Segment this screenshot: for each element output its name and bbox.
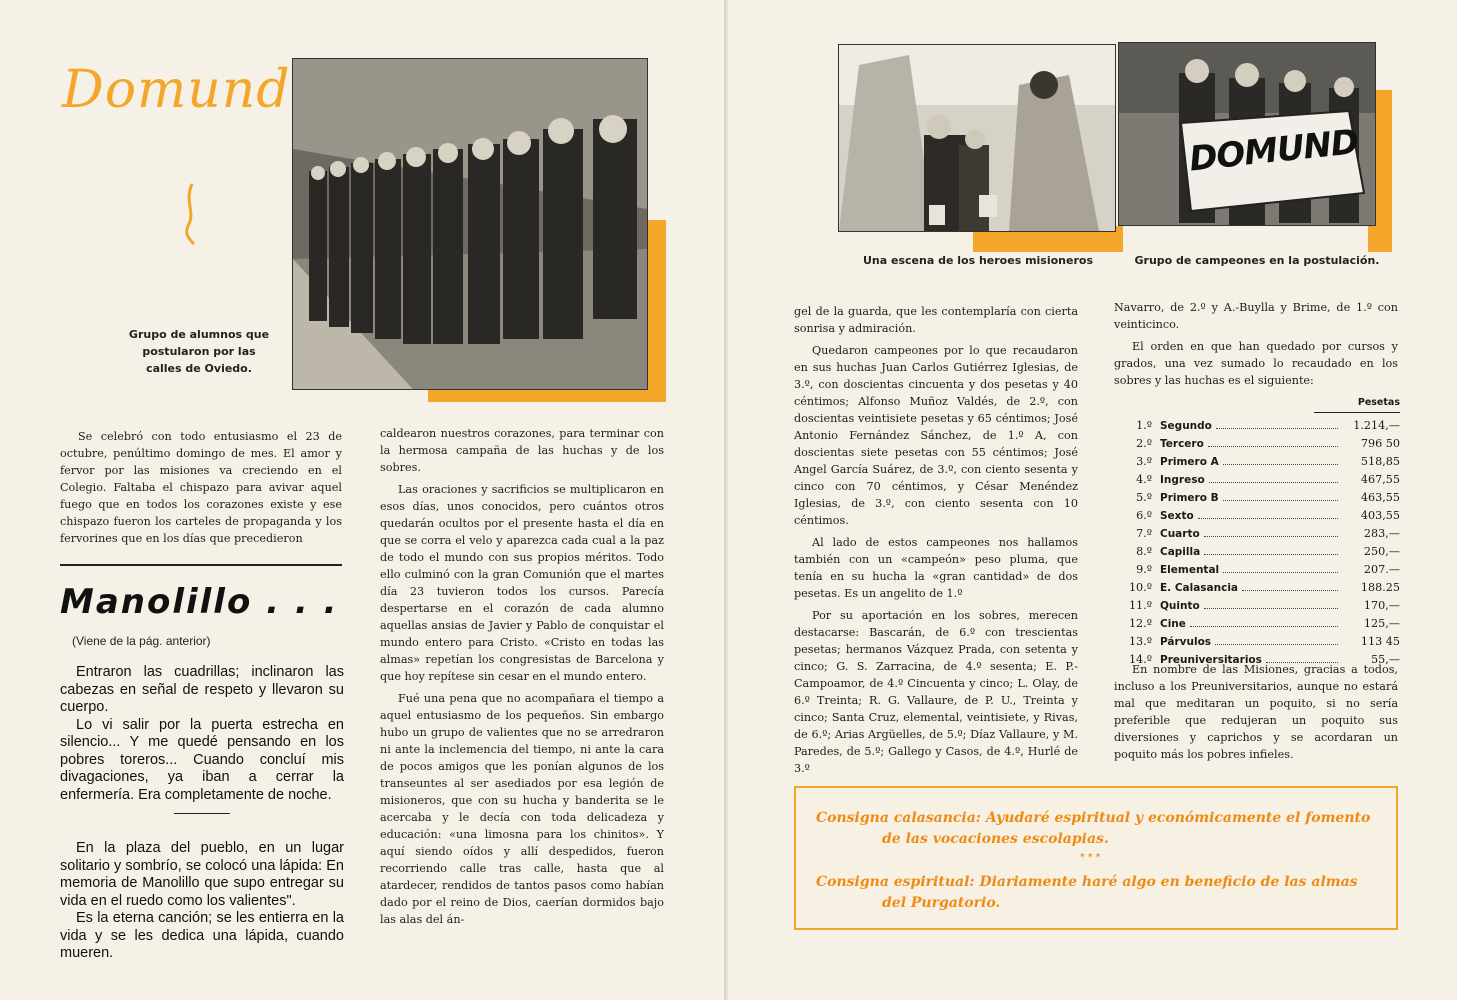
course-name: Cine <box>1160 618 1186 630</box>
champions-photo-caption: Grupo de campeones en la postulación. <box>1134 254 1380 267</box>
consigna-line: de las vocaciones escolapias. <box>882 831 1109 847</box>
article-column-2 <box>380 425 664 933</box>
manolillo-paragraph: Lo vi salir por la puerta estrecha en silencio... Y me quedé pensando en los pobres toreros... Cuando concluí mis divagaciones, ya iban a cerrar la enfermería. Era completamente de noche. <box>60 716 344 803</box>
course-name: Primero A <box>1160 456 1219 468</box>
rank-number: 10.º <box>1128 581 1152 594</box>
section-divider <box>60 564 342 566</box>
dot-leader <box>1216 428 1338 429</box>
table-row <box>1114 525 1400 543</box>
course-name: Preuniversitarios <box>1160 654 1262 666</box>
article-paragraph: Fué una pena que no acompañara el tiempo a aquel entusiasmo de los pequeños. Sin embargo hubo un grupo de valientes que no se arredraron ni ante la inclemencia del tiempo, ni ante la cara de pocos amigos que les ponían algunos de los transeuntes al ser asediados por esa legión de misioneros, que con su hucha y banderita se le acercaba y le decía con toda delicadeza y educación: «una limosna para los chinitos». Y aquí siendo oídos y allí despedidos, fueron recorriendo calle tras calle, hasta que al atardecer, rendidos de tantos pasos como habían dado por el reino de Dios, caerían dormidos bajo las alas del án- <box>380 692 664 926</box>
course-name: Párvulos <box>1160 636 1212 648</box>
article-column-1 <box>60 428 342 552</box>
table-row <box>1114 453 1400 471</box>
amount-value: 170,— <box>1363 599 1400 612</box>
rank-number: 11.º <box>1128 599 1152 612</box>
missionaries-photo-caption: Una escena de los heroes misioneros <box>863 254 1093 267</box>
course-name: Sexto <box>1160 510 1194 522</box>
dot-leader <box>1223 572 1338 573</box>
amount-value: 283,— <box>1363 527 1400 540</box>
rank-number: 4.º <box>1136 473 1152 486</box>
dot-leader <box>1242 590 1338 591</box>
rank-number: 12.º <box>1128 617 1152 630</box>
article-paragraph: caldearon nuestros corazones, para terminar con la hermosa campaña de las huchas y de los sobres. <box>380 427 664 474</box>
amount-value: 250,— <box>1363 545 1400 558</box>
amount-value: 125,— <box>1363 617 1400 630</box>
table-row <box>1114 561 1400 579</box>
short-divider <box>174 813 230 814</box>
consigna-stars: * * * <box>1080 853 1101 863</box>
article-paragraph: El orden en que han quedado por cursos y grados, una vez sumado lo recaudado en los sobres y las huchas es el siguiente: <box>1114 340 1398 387</box>
rank-number: 5.º <box>1136 491 1152 504</box>
consigna-line: Consigna calasancia: Ayudaré espiritual y económicamente el fomento <box>816 810 1371 826</box>
article-paragraph: Las oraciones y sacrificios se multiplicaron en esos días, unos conocidos, pero cuántos otros quedarán ocultos por el presente hasta el día en que se corra el velo y aparezca cada cual a la paz de todo el mundo con sus propios méritos. Todo ello culminó con la gran Comunión que el martes día 23 tuvieron todos los cursos. Parecía despertarse en el corazón de cada alumno aquellas ansias de Javier y Pablo de conquistar el mundo entero para Cristo. «Cristo en todas las almas» repetían los congresistas de Barcelona y que hoy repítese sin cesar en el mundo entero. <box>380 483 664 683</box>
article-paragraph: Por su aportación en los sobres, merecen destacarse: Bascarán, de 6.º con trescientas pesetas; hermanos Vázquez Prada, con setenta y cinco; G. S. Zarracina, de 4.º sesenta; E. P.- Campoamor, de 4.º Cincuenta y cinco; L. Olay, de 6.º Treinta; R. G. Vallaure, de P. U., Treinta y cinco; Santa Cruz, elemental, veintisiete, y Rivas, de 6.º; Arias Argüelles, de 5.º; Díaz Vallaure, y M. Paredes, de 5.º; Gallego y Casos, de 4.º, Hurlé de 3.º <box>794 609 1078 775</box>
domund-banner-text: DOMUND <box>1187 122 1360 180</box>
table-row <box>1114 417 1400 435</box>
amount-value: 518,85 <box>1360 455 1400 468</box>
article-paragraph: Se celebró con todo entusiasmo el 23 de octubre, penúltimo domingo de mes. El amor y fervor por las misiones va creciendo en el Colegio. Faltaba el chispazo para avivar aquel fuego que en todos los corazones existe y ese chispazo fueron los carteles de propaganda y los fervorines que en los días que precedieron <box>60 430 342 545</box>
amount-value: 207.— <box>1363 563 1400 576</box>
course-name: Cuarto <box>1160 528 1200 540</box>
table-row <box>1114 579 1400 597</box>
dot-leader <box>1223 500 1338 501</box>
dot-leader <box>1204 554 1338 555</box>
rank-number: 2.º <box>1136 437 1152 450</box>
amount-value: 55,— <box>1371 653 1400 666</box>
course-name: Segundo <box>1160 420 1212 432</box>
table-row <box>1114 615 1400 633</box>
table-row <box>1114 633 1400 651</box>
manolillo-subtitle: (Viene de la pág. anterior) <box>72 634 211 648</box>
table-row <box>1114 435 1400 453</box>
domund-title: Domund <box>62 60 291 120</box>
rank-number: 7.º <box>1136 527 1152 540</box>
article-column-4-end <box>1114 661 1398 768</box>
dot-leader <box>1190 626 1338 627</box>
rank-number: 14.º <box>1128 653 1152 666</box>
course-name: Ingreso <box>1160 474 1205 486</box>
dot-leader <box>1208 446 1338 447</box>
course-name: Tercero <box>1160 438 1204 450</box>
students-photo <box>292 58 648 390</box>
table-row <box>1114 507 1400 525</box>
rank-number: 8.º <box>1136 545 1152 558</box>
amount-value: 403,55 <box>1360 509 1400 522</box>
course-name: Elemental <box>1160 564 1220 576</box>
consigna-line: del Purgatorio. <box>882 895 1001 911</box>
article-column-3 <box>794 303 1078 782</box>
missionaries-scene-photo <box>838 44 1116 232</box>
amount-value: 113 45 <box>1360 635 1400 648</box>
amount-value: 188.25 <box>1360 581 1400 594</box>
course-name: Quinto <box>1160 600 1200 612</box>
dot-leader <box>1204 608 1338 609</box>
rank-number: 9.º <box>1136 563 1152 576</box>
flourish-ornament <box>180 182 200 246</box>
rank-number: 3.º <box>1136 455 1152 468</box>
amount-value: 796 50 <box>1360 437 1400 450</box>
article-column-4 <box>1114 299 1398 394</box>
article-paragraph: Navarro, de 2.º y A.-Buylla y Brime, de 1.º con veinticinco. <box>1114 301 1398 331</box>
dot-leader <box>1223 464 1338 465</box>
table-row <box>1114 471 1400 489</box>
manolillo-paragraph: En la plaza del pueblo, en un lugar solitario y sombrío, se colocó una lápida: En memoria de Manolillo que supo entregar su vida en el ruedo como los valientes". <box>60 840 344 909</box>
dot-leader <box>1215 644 1338 645</box>
left-page <box>0 0 726 1000</box>
rank-number: 1.º <box>1136 419 1152 432</box>
students-photo-caption: Grupo de alumnos que postularon por las calles de Oviedo. <box>128 328 270 375</box>
amount-value: 467,55 <box>1360 473 1400 486</box>
consigna-box <box>794 786 1398 930</box>
table-row <box>1114 597 1400 615</box>
consigna-line: Consigna espiritual: Diariamente haré algo en beneficio de las almas <box>816 874 1358 890</box>
table-row <box>1114 543 1400 561</box>
right-page <box>728 0 1457 1000</box>
dot-leader <box>1209 482 1338 483</box>
table-row <box>1114 489 1400 507</box>
rank-number: 6.º <box>1136 509 1152 522</box>
article-paragraph: Quedaron campeones por lo que recaudaron en sus huchas Juan Carlos Gutiérrez Iglesias, de 3.º, con doscientas cincuenta y dos pesetas y 40 céntimos; Alfonso Muñoz Valdés, de 2.º, con doscientas veintisiete pesetas y 65 céntimos; José Antonio Fernández Sánchez, de 1.º A, con doscientas siete pesetas con 55 céntimos; José Angel García Suárez, de 3.º, con ciento sesenta y cinco con 70 céntimos, y César Menéndez Iglesias, de 3.º, con ciento sesenta con 10 céntimos. <box>794 344 1078 527</box>
champions-group-photo <box>1118 42 1376 226</box>
amount-value: 1.214,— <box>1353 419 1400 432</box>
table-header: Pesetas <box>1314 394 1400 413</box>
article-paragraph: Al lado de estos campeones nos hallamos también con un «campeón» peso pluma, que tenía en su hucha la «gran cantidad» de dos pesetas. Es un angelito de 1.º <box>794 536 1078 600</box>
rank-number: 13.º <box>1128 635 1152 648</box>
dot-leader <box>1204 536 1338 537</box>
manolillo-title: Manolillo . . . <box>60 582 339 622</box>
manolillo-text <box>60 664 344 963</box>
amount-value: 463,55 <box>1360 491 1400 504</box>
manolillo-paragraph: Entraron las cuadrillas; inclinaron las cabezas en señal de respeto y llevaron su cuerpo. <box>60 664 344 715</box>
manolillo-paragraph: Es la eterna canción; se les entierra en la vida y se les dedica una lápida, cuando mueren. <box>60 910 344 961</box>
article-paragraph: En nombre de las Misiones, gracias a todos, incluso a los Preuniversitarios, aunque no estará mal que meditaran un poquito, si no sería preferible que redujeran un poquito sus diversiones y caprichos y se acordaran un poquito más los pobres infieles. <box>1114 663 1398 761</box>
ranking-table <box>1114 394 1400 669</box>
course-name: Capilla <box>1160 546 1201 558</box>
dot-leader <box>1198 518 1338 519</box>
article-paragraph: gel de la guarda, que les contemplaría con cierta sonrisa y admiración. <box>794 305 1078 335</box>
course-name: E. Calasancia <box>1160 582 1239 594</box>
course-name: Primero B <box>1160 492 1219 504</box>
